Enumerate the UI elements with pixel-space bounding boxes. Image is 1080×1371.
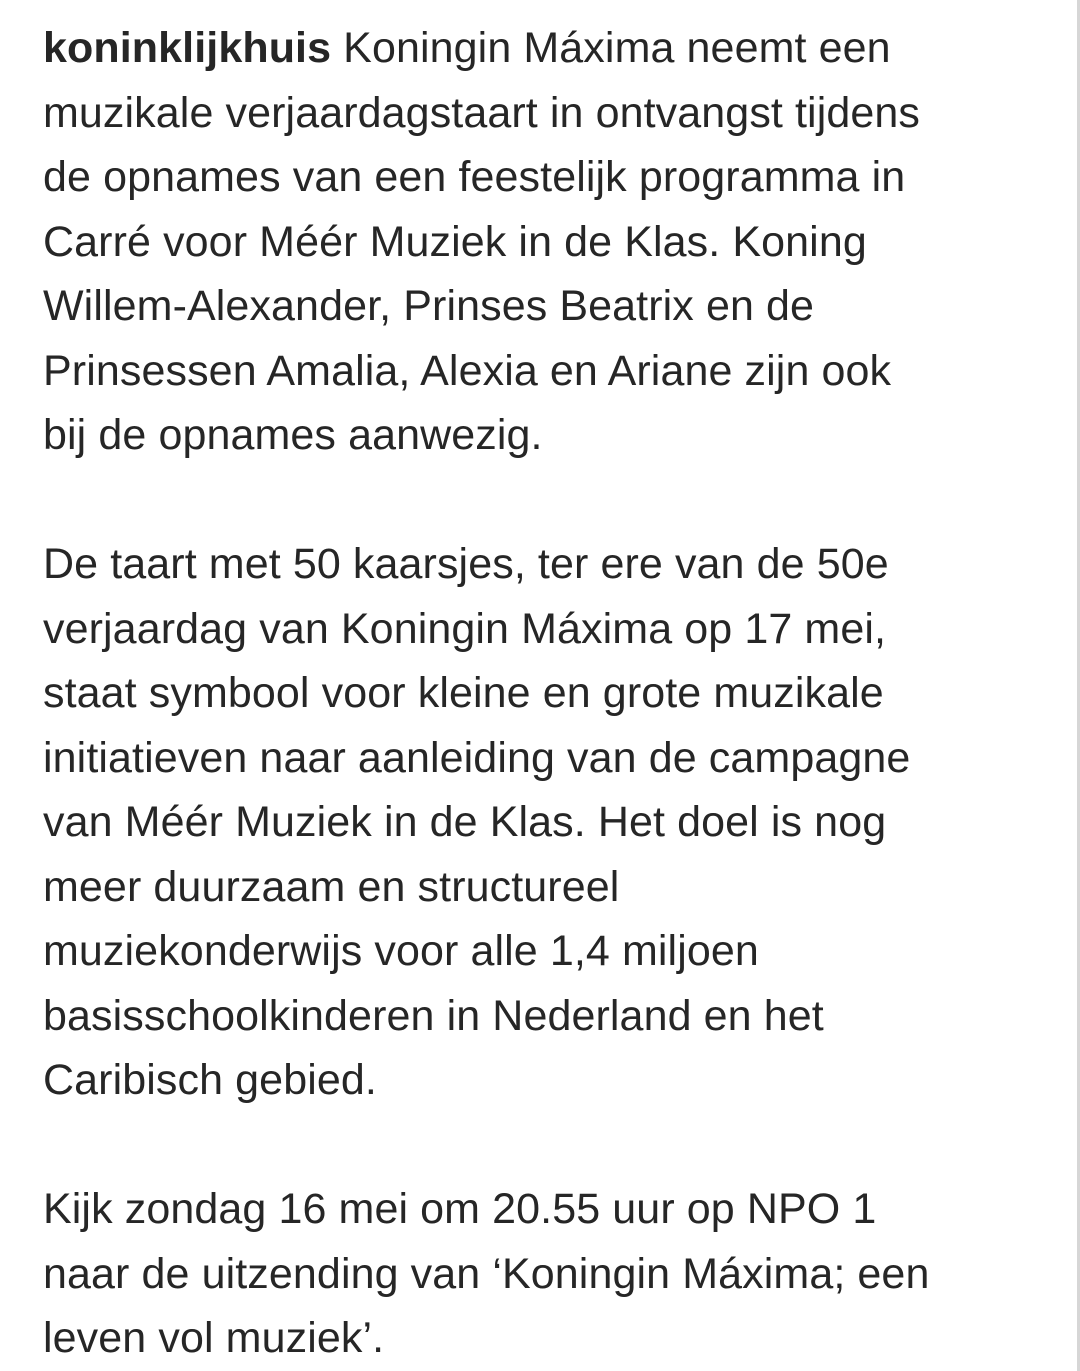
caption-paragraph-1	[43, 16, 1043, 468]
caption-line	[43, 16, 1043, 81]
caption-line: bij de opnames aanwezig.	[43, 411, 543, 459]
caption-paragraph-3	[43, 1177, 1043, 1371]
caption-line: de opnames van een feestelijk programma in	[43, 153, 906, 201]
caption-line: Prinsessen Amalia, Alexia en Ariane zijn ook	[43, 346, 892, 395]
caption-line: naar de uitzending van ‘Koningin Máxima; een	[43, 1249, 930, 1298]
caption-paragraph-2	[43, 532, 1043, 1113]
post-caption	[43, 16, 1043, 1371]
caption-line: initiatieven naar aanleiding van de campagne	[43, 733, 911, 782]
caption-line: Willem-Alexander, Prinses Beatrix en de	[43, 282, 815, 330]
caption-line: Kijk zondag 16 mei om 20.55 uur op NPO 1	[43, 1185, 877, 1233]
caption-line: verjaardag van Koningin Máxima op 17 mei,	[43, 604, 887, 653]
caption-line: staat symbool voor kleine en grote muzikale	[43, 669, 884, 717]
caption-line: De taart met 50 kaarsjes, ter ere van de 50e	[43, 540, 889, 588]
caption-line: Caribisch gebied.	[43, 1056, 377, 1104]
caption-line: muzikale verjaardagstaart in ontvangst tijdens	[43, 88, 921, 137]
caption-line: muziekonderwijs voor alle 1,4 miljoen	[43, 927, 759, 975]
caption-line: meer duurzaam en structureel	[43, 862, 620, 911]
caption-line: basisschoolkinderen in Nederland en het	[43, 991, 824, 1040]
caption-line: leven vol muziek’.	[43, 1314, 385, 1362]
caption-line: van Méér Muziek in de Klas. Het doel is nog	[43, 798, 887, 846]
caption-text: Koningin Máxima neemt een	[331, 24, 891, 72]
caption-line: Carré voor Méér Muziek in de Klas. Koning	[43, 217, 867, 266]
username-link[interactable]: koninklijkhuis	[43, 24, 332, 72]
